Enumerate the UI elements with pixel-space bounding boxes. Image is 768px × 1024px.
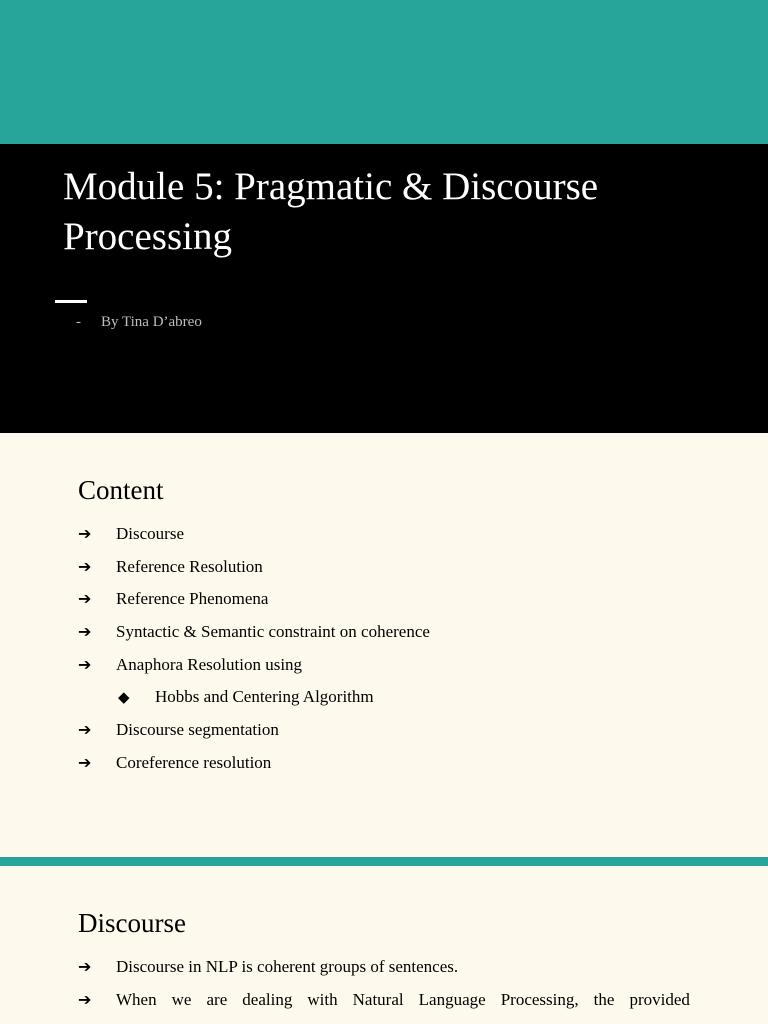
slide-title: Module 5: Pragmatic & Discourse Processing (63, 165, 599, 258)
arrow-bullet-icon: ➔ (78, 720, 92, 740)
title-slide (0, 144, 768, 433)
content-slide: Content ➔ Discourse ➔ Reference Resolution ➔ Reference Phenomena ➔ Syntactic & Semantic constraint on coherence ➔ Anaphora Resolution using ◆ Hobbs and Centering Algorithm ➔ Discourse segmentation ➔ Coreference resolution (0, 433, 768, 857)
author-dash: - (76, 314, 81, 330)
diamond-bullet-icon: ◆ (118, 688, 130, 707)
discourse-list (78, 954, 690, 1019)
top-accent-band (0, 0, 768, 144)
arrow-bullet-icon: ➔ (78, 989, 92, 1009)
arrow-bullet-icon: ➔ (78, 752, 92, 772)
content-heading: Content (78, 475, 164, 505)
list-item: ➔ Discourse in NLP is coherent groups of sentences. (78, 954, 690, 987)
justified-line: When we are dealing with Natural Language Processing, the provided (116, 989, 690, 1009)
slide-divider (0, 857, 768, 866)
author-line (76, 314, 202, 331)
title-underline (55, 300, 87, 303)
arrow-bullet-icon: ➔ (78, 556, 92, 576)
arrow-bullet-icon: ➔ (78, 654, 92, 674)
author-name: By Tina D’abreo (101, 314, 202, 330)
arrow-bullet-icon: ➔ (78, 622, 92, 642)
discourse-slide (0, 866, 768, 1024)
arrow-bullet-icon: ➔ (78, 524, 92, 543)
arrow-bullet-icon: ➔ (78, 957, 92, 976)
list-item (78, 987, 690, 1020)
arrow-bullet-icon: ➔ (78, 589, 92, 609)
discourse-heading: Discourse (78, 908, 186, 938)
